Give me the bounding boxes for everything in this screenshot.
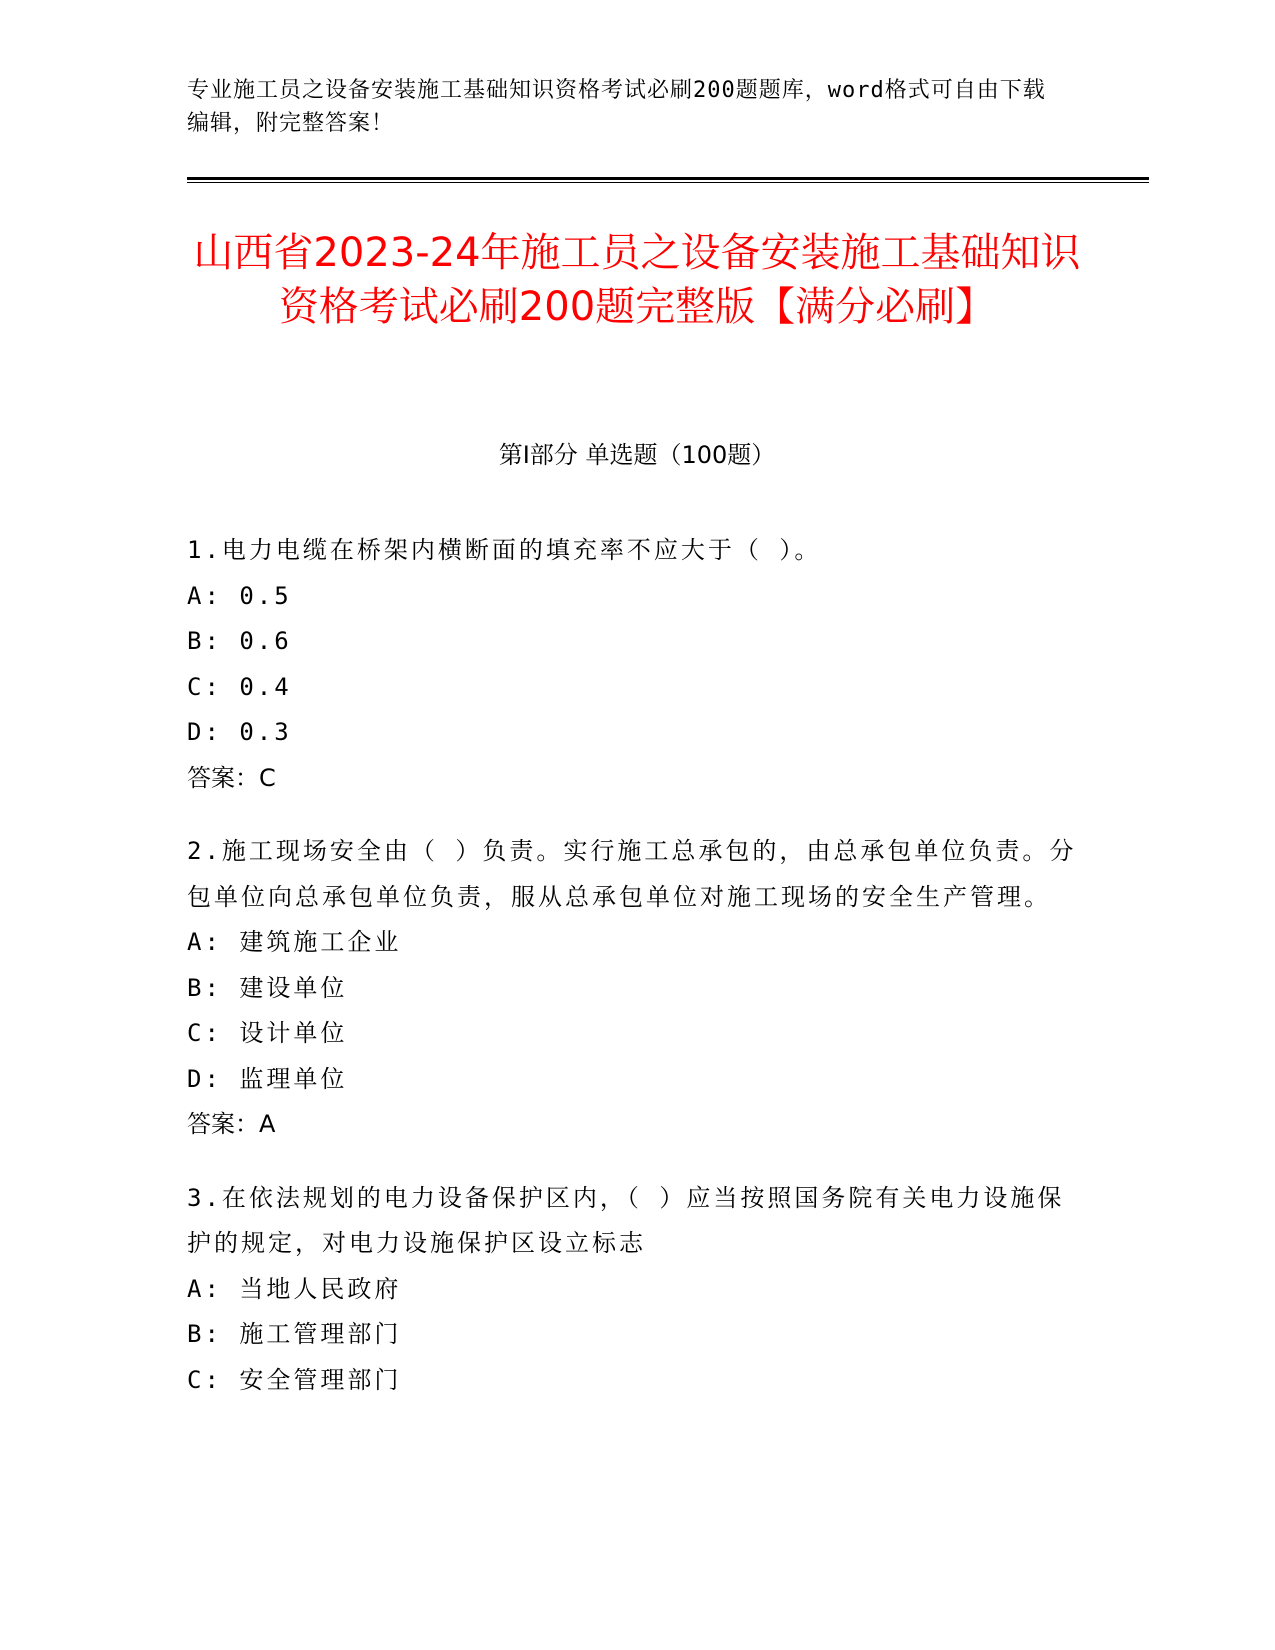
header-divider-thick [187, 177, 1149, 180]
option-c: C: 安全管理部门 [187, 1365, 402, 1394]
question-2 [187, 829, 1087, 1148]
section-heading: 第I部分 单选题（100题） [498, 441, 776, 469]
header-note: 专业施工员之设备安装施工基础知识资格考试必刷200题题库，word格式可自由下载编辑，附完整答案！ [187, 78, 1046, 136]
question-stem: 2.施工现场安全由（ ）负责。实行施工总承包的，由总承包单位负责。分包单位向总承包单位负责，服从总承包单位对施工现场的安全生产管理。 [187, 837, 1077, 911]
answer-line: 答案：A [187, 1110, 276, 1138]
question-stem: 1.电力电缆在桥架内横断面的填充率不应大于（ ）。 [187, 536, 822, 564]
document-title: 山西省2023-24年施工员之设备安装施工基础知识资格考试必刷200题完整版【满分必刷】 [193, 230, 1081, 330]
option-c: C: 设计单位 [187, 1019, 348, 1047]
question-stem: 3.在依法规划的电力设备保护区内，（ ）应当按照国务院有关电力设施保护的规定，对电力设施保护区设立标志 [187, 1183, 1065, 1257]
option-c: C: 0.4 [187, 672, 292, 701]
option-a: A: 建筑施工企业 [187, 928, 402, 956]
question-1 [187, 528, 1087, 801]
question-list [187, 528, 1087, 1431]
header-divider-thin [187, 182, 1149, 183]
option-a: A: 当地人民政府 [187, 1274, 402, 1303]
option-b: B: 建设单位 [187, 973, 348, 1002]
option-a: A: 0.5 [187, 581, 292, 610]
option-b: B: 0.6 [187, 627, 292, 655]
answer-line: 答案：C [187, 763, 276, 792]
option-d: D: 0.3 [187, 718, 292, 746]
option-b: B: 施工管理部门 [187, 1320, 402, 1348]
question-3 [187, 1176, 1087, 1404]
option-d: D: 监理单位 [187, 1064, 348, 1093]
